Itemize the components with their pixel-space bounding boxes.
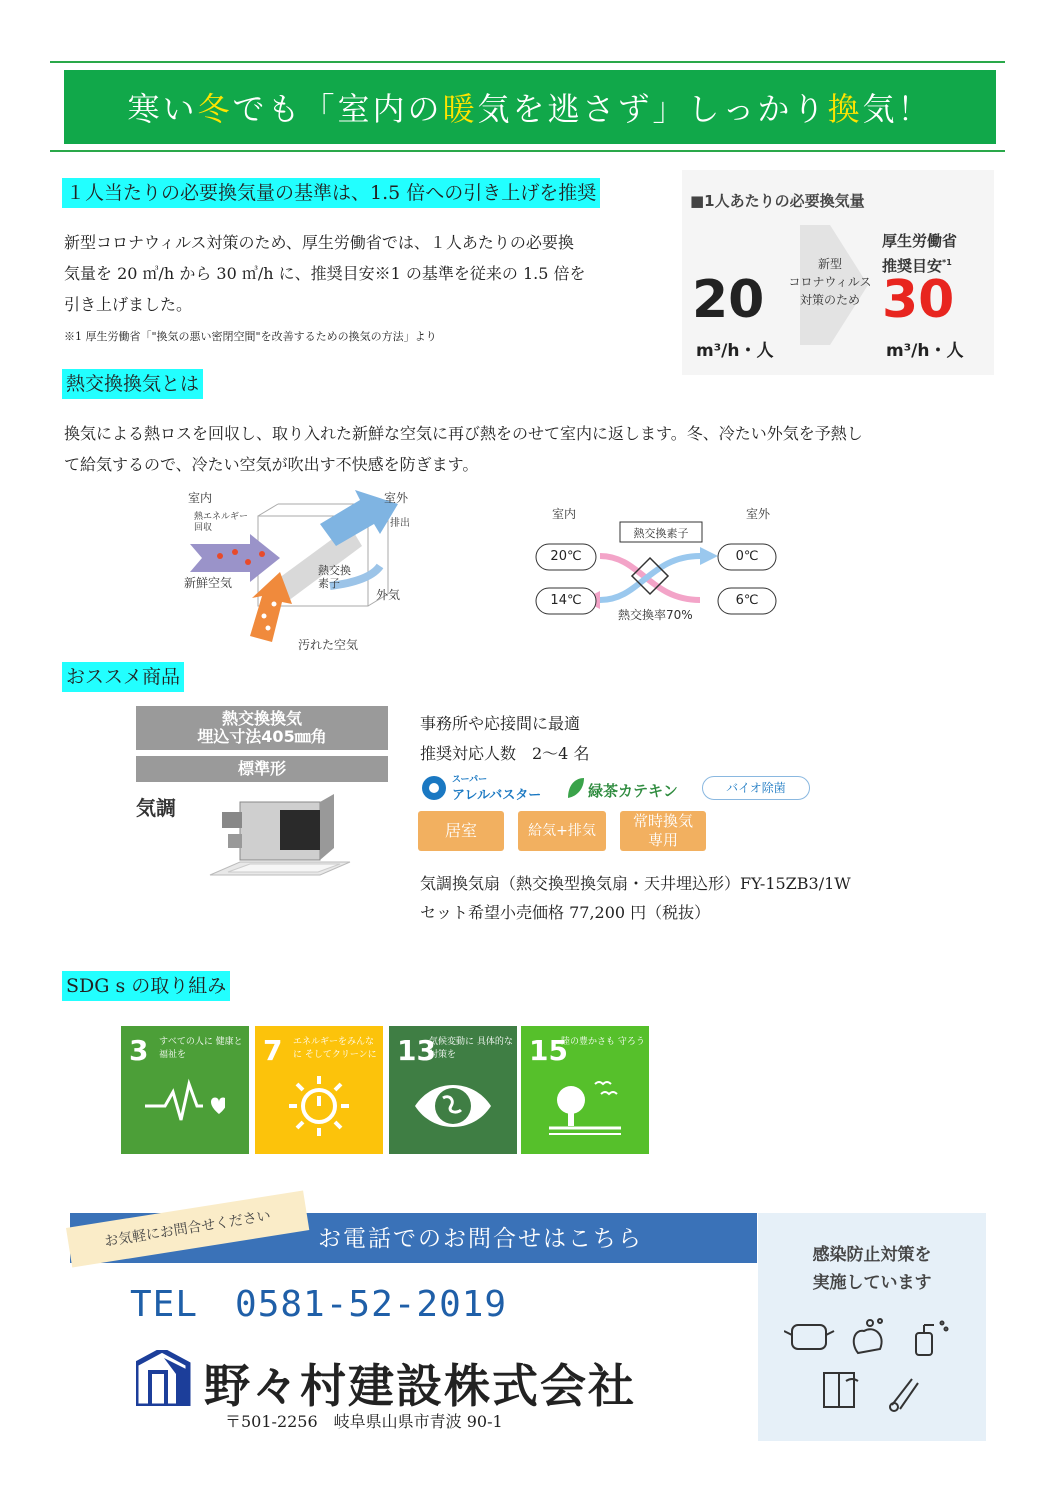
d1-indoor: 室内: [188, 491, 213, 505]
mask-icon: [784, 1325, 834, 1349]
infection-prevention-box: [758, 1213, 986, 1441]
top-rule: [50, 61, 1005, 63]
d2-element: 熱交換素子: [633, 527, 689, 540]
sdg-goal-13: [389, 1026, 517, 1154]
prevention-icons: [784, 1317, 964, 1417]
product-suitable: 事務所や応接間に最適: [420, 714, 581, 733]
sdg13-number: 13: [397, 1034, 436, 1067]
contact-tag: お気軽にお問合せください: [66, 1190, 309, 1267]
arrow-line-3: 対策のため: [799, 293, 860, 307]
product-price: セット希望小売価格 77,200 円（税抜）: [420, 903, 711, 922]
d1-element: [318, 564, 351, 590]
product-type-tag: 標準形: [136, 756, 388, 782]
product-capacity: 推奨対応人数 2〜4 名: [420, 744, 590, 763]
banner-part-5: 気を逃さず」しっかり: [477, 90, 828, 128]
arrow-label: [770, 255, 890, 309]
sdg7-number: 7: [263, 1034, 283, 1067]
contact-bar-text: お電話でのお問合せはこちら: [318, 1226, 643, 1252]
section2-line-1: 換気による熱ロスを回収し、取り入れた新鮮な空気に再び熱をのせて室内に返します。冬、冷たい外気を予熱し: [64, 424, 863, 443]
d1-heat-energy-line: 熱エネルギー: [194, 512, 249, 522]
old-unit: m³/h・人: [696, 341, 774, 361]
d1-element-line-2: 素子: [318, 577, 340, 590]
sdg3-label: すべての人に 健康と福祉を: [159, 1037, 243, 1060]
ventilation-fan-image: [200, 790, 360, 900]
brand-name: 気調: [136, 796, 176, 820]
company-address: 〒501-2256 岐阜県山県市青波 90-1: [225, 1412, 503, 1431]
product-size-tag: [136, 706, 388, 750]
section3-heading: おススメ商品: [62, 662, 184, 692]
sdg13-label: 気候変動に 具体的な対策を: [429, 1037, 513, 1060]
heartbeat-icon: [145, 1070, 225, 1130]
section2-text: [64, 418, 1004, 480]
hand-wash-icon: [854, 1319, 882, 1353]
bottom-rule: [50, 150, 1005, 152]
ventilation-infobox: [682, 170, 994, 375]
section1-line-1: 新型コロナウィルス対策のため、厚生労働省では、１人あたりの必要換: [64, 233, 574, 252]
chip-room: 居室: [418, 811, 504, 851]
heat-exchange-rate-diagram: [530, 500, 780, 630]
chip-constant: [620, 811, 706, 851]
d2-temp-out-bottom: 6℃: [735, 593, 759, 608]
logo-super: スーパー: [452, 775, 488, 785]
arrow-line-1: 新型: [817, 257, 842, 271]
section1-line-2: 気量を 20 ㎥/h から 30 ㎥/h に、推奨目安※1 の基準を従来の 1.5 倍を: [64, 264, 586, 283]
infection-line-1: 感染防止対策を: [812, 1245, 932, 1265]
infobox-title: ■1人あたりの必要換気量: [690, 192, 865, 210]
d2-temp-out-top: 0℃: [735, 549, 759, 564]
banner-part-1: 寒い: [127, 90, 198, 128]
chip-supply-exhaust: 給気+排気: [518, 811, 606, 851]
sdg15-label: 陸の豊かさも 守ろう: [561, 1037, 645, 1047]
sdg3-number: 3: [129, 1034, 149, 1067]
section1-heading: １人当たりの必要換気量の基準は、1.5 倍への引き上げを推奨: [62, 178, 600, 208]
thermometer-icon: [890, 1379, 918, 1411]
banner-part-2: 冬: [197, 90, 233, 128]
product-name: 気調換気扇（熱交換型換気扇・天井埋込形）FY-15ZB3/1W: [420, 874, 851, 893]
infection-text: [758, 1241, 986, 1297]
sdg-goal-3: [121, 1026, 249, 1154]
chip-constant-line-2: 専用: [647, 831, 678, 849]
new-value: 30: [882, 270, 955, 330]
d2-indoor: 室内: [552, 507, 577, 521]
section2-heading: 熱交換換気とは: [62, 369, 203, 399]
infection-line-2: 実施しています: [812, 1273, 932, 1293]
sanitizer-icon: [916, 1322, 948, 1356]
d1-fresh-air: 新鮮空気: [184, 576, 233, 590]
d2-temp-in-bottom: 14℃: [550, 593, 582, 608]
window-ventilation-icon: [824, 1373, 858, 1407]
section1-note: ※1 厚生労働省「"換気の悪い密閉空間"を改善するための換気の方法」より: [64, 330, 437, 343]
banner-part-3: でも「室内の: [232, 90, 443, 128]
recommended-line-2: 推奨目安: [882, 257, 943, 275]
d1-exhaust: 排出: [390, 518, 410, 529]
recommended-line-1: 厚生労働省: [882, 232, 958, 250]
section1-line-3: 引き上げました。: [64, 295, 193, 314]
company-logo-icon: [136, 1350, 194, 1406]
tree-icon: [545, 1070, 625, 1140]
sdg7-label: エネルギーをみんなに そしてクリーンに: [293, 1037, 377, 1060]
product-tag-line-2: 埋込寸法405㎜角: [197, 727, 327, 746]
d1-outside-air: 外気: [376, 588, 401, 602]
section2-line-2: て給気するので、冷たい空気が吹出す不快感を防ぎます。: [64, 455, 479, 474]
title-banner: [64, 70, 996, 144]
heat-exchange-illustration: [180, 486, 420, 662]
d1-dirty-air: 汚れた空気: [298, 638, 359, 652]
product-tag-line-1: 熱交換換気: [221, 709, 302, 728]
logo-bio: バイオ除菌: [702, 776, 810, 800]
banner-part-4: 暖: [442, 90, 478, 128]
sdg-goal-15: [521, 1026, 649, 1154]
banner-part-6: 換: [827, 90, 863, 128]
d1-element-line-1: 熱交換: [318, 564, 351, 577]
d1-outdoor: 室外: [384, 491, 409, 505]
allerbuster-icon: [420, 774, 448, 802]
d2-temp-in-top: 20℃: [550, 549, 582, 564]
tel-number[interactable]: TEL 0581-52-2019: [130, 1284, 508, 1325]
sdg15-number: 15: [529, 1034, 568, 1067]
sun-power-icon: [279, 1070, 359, 1140]
company-name: 野々村建設株式会社: [204, 1359, 636, 1413]
d2-outdoor: 室外: [746, 507, 771, 521]
section1-text: [64, 227, 664, 320]
logo-allerbuster: アレルバスター: [452, 788, 542, 803]
d1-heat-energy: [194, 512, 248, 534]
logo-green-tea: 緑茶カテキン: [588, 782, 678, 800]
leaf-icon: [564, 776, 586, 800]
eye-globe-icon: [413, 1070, 493, 1140]
chip-constant-line-1: 常時換気: [632, 812, 693, 830]
sdg-goal-7: [255, 1026, 383, 1154]
new-unit: m³/h・人: [886, 341, 964, 361]
arrow-line-2: コロナウィルス: [788, 275, 872, 289]
d1-recover-line: 回収: [194, 523, 213, 533]
banner-part-7: 気！: [862, 90, 933, 128]
recommended-note: *1: [942, 258, 952, 267]
feature-logos: [420, 772, 820, 806]
old-value: 20: [692, 270, 765, 330]
d2-rate: 熱交換率70%: [618, 608, 693, 622]
section4-heading: SDG s の取り組み: [62, 971, 230, 1001]
